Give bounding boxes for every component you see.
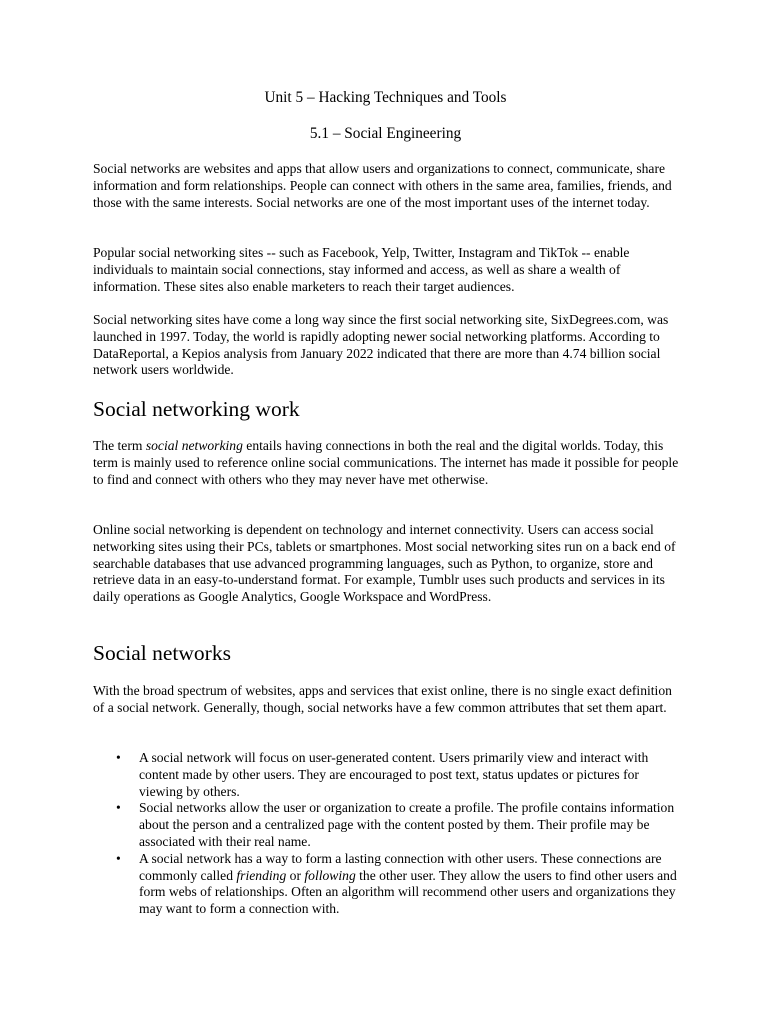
section1-paragraph-2: Online social networking is dependent on technology and internet connectivity. Users can access social networking sites using their PCs, tablets or smartphones. Most social networking sites run on a back end of searchable databases that use advanced programming languages, such as Python, to organize, store and retrieve data in an easy-to-understand format. For example, Tumblr uses such products and services in its daily operations as Google Analytics, Google Workspace and WordPress.: [93, 522, 676, 605]
section1-paragraph-1: [93, 438, 683, 488]
text-run: entails having connections in both the real and the digital worlds. Today, this term is mainly used to reference online social communications. The internet has made it possible for people to find and connect with others who they may never have met otherwise.: [93, 438, 679, 487]
intro-paragraph-2: Popular social networking sites -- such as Facebook, Yelp, Twitter, Instagram and TikTok -- enable individuals to maintain social connections, stay informed and access, as well as share a wealth of information. These sites also enable marketers to reach their target audiences.: [93, 245, 630, 294]
section2-paragraph-1: With the broad spectrum of websites, apps and services that exist online, there is no single exact definition of a social network. Generally, though, social networks have a few common attributes that set them apart.: [93, 683, 672, 715]
emphasis-term: friending: [236, 867, 287, 883]
attributes-list: [93, 750, 683, 918]
intro-paragraph-1: Social networks are websites and apps that allow users and organizations to connect, communicate, share information and form relationships. People can connect with others in the same area, families, friends, and those with the same interests. Social networks are one of the most important uses of the internet today.: [93, 161, 672, 210]
list-item: [93, 750, 683, 800]
emphasis-term: social networking: [145, 438, 243, 453]
list-item: [93, 851, 683, 918]
text-run: The term: [93, 438, 146, 453]
section-heading-social-networks: Social networks: [93, 641, 231, 665]
bullet-marker: •: [116, 800, 121, 816]
intro-paragraph-3: Social networking sites have come a long way since the first social networking site, SixDegrees.com, was launched in 1997. Today, the world is rapidly adopting newer social networking platforms. According to DataReportal, a Kepios analysis from January 2022 indicated that there are more than 4.74 billion social network users worldwide.: [93, 312, 669, 378]
list-item: [93, 800, 683, 850]
list-item-text: Social networks allow the user or organization to create a profile. The profile contains information about the person and a centralized page with the content posted by them. Their profile may be associated with their real name.: [139, 800, 675, 849]
text-run: A social network has a way to form a lasting connection with other users. These connections are commonly called: [139, 850, 662, 883]
text-run: the other user. They allow the users to find other users and form webs of relationships. Often an algorithm will recommend other users and organizations they may want to form a connection with.: [139, 867, 677, 917]
document-subtitle: 5.1 – Social Engineering: [309, 125, 462, 142]
document-title: Unit 5 – Hacking Techniques and Tools: [264, 89, 507, 106]
text-run: or: [286, 867, 305, 883]
list-item-text: A social network will focus on user-generated content. Users primarily view and interact with content made by other users. They are encouraged to post text, status updates or pictures for viewing by others.: [139, 750, 649, 799]
emphasis-term: following: [304, 867, 356, 883]
bullet-marker: •: [116, 750, 121, 765]
bullet-marker: •: [116, 850, 121, 866]
section-heading-social-networking-work: Social networking work: [93, 397, 300, 421]
